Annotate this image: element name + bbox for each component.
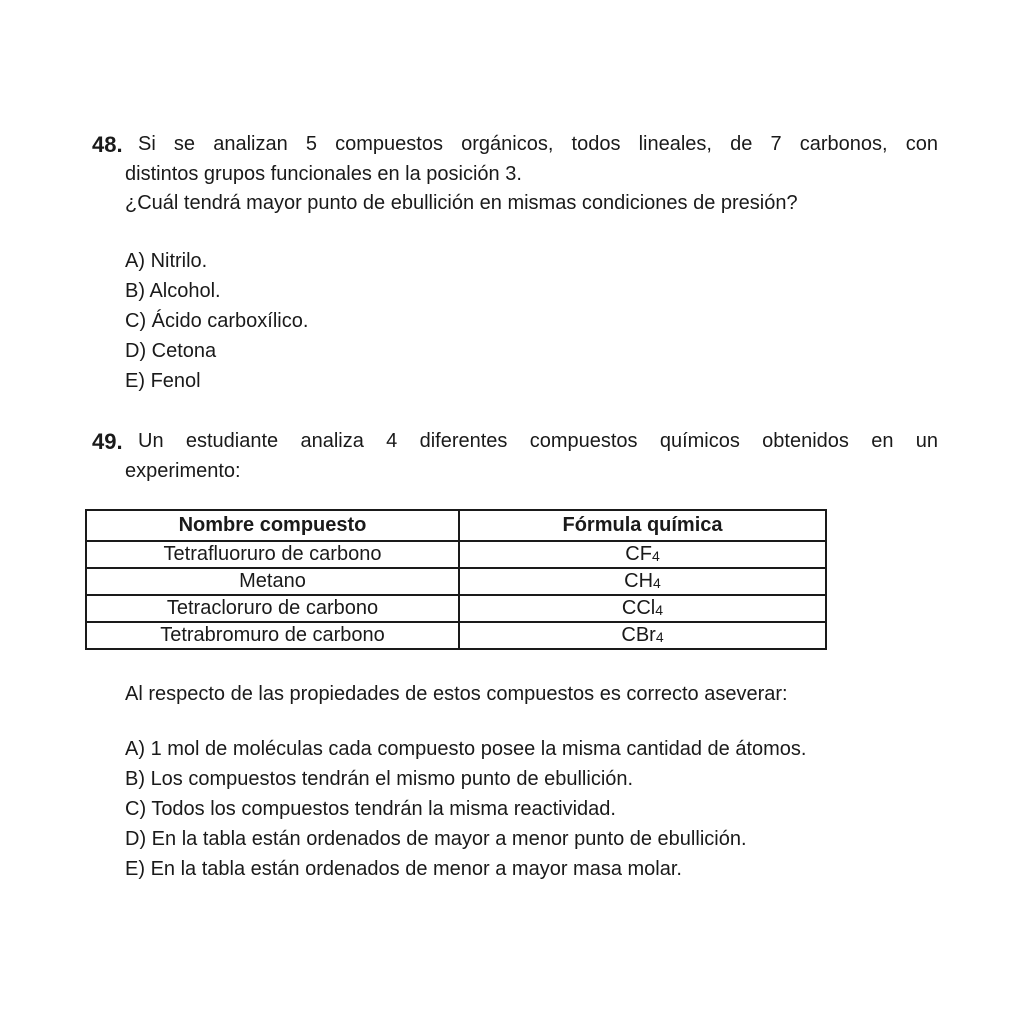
option-row	[125, 824, 806, 854]
question-text-line: Un estudiante analiza 4 diferentes compuestos químicos obtenidos en un	[138, 430, 938, 452]
question-text-line: experimento:	[125, 459, 241, 482]
option-text: 1 mol de moléculas cada compuesto posee la misma cantidad de átomos.	[150, 738, 807, 760]
formula-text: CCl	[621, 597, 656, 619]
formula-cell	[459, 622, 826, 649]
option-text: En la tabla están ordenados de menor a mayor masa molar.	[150, 858, 682, 880]
formula-cell	[459, 595, 826, 622]
option-letter: D)	[125, 339, 147, 362]
option-row	[125, 794, 806, 824]
compound-name-cell: Metano	[86, 568, 459, 595]
question-number: 48.	[92, 132, 123, 157]
option-text: Alcohol.	[149, 279, 221, 302]
option-row	[125, 734, 806, 764]
compounds-table	[85, 509, 827, 650]
option-letter: C)	[125, 798, 147, 820]
option-text: Ácido carboxílico.	[151, 309, 309, 332]
header-cell-name: Nombre compuesto	[86, 510, 459, 541]
option-letter: A)	[125, 250, 145, 272]
question-body	[125, 427, 938, 486]
option-text: En la tabla están ordenados de mayor a menor punto de ebullición.	[151, 828, 747, 850]
option-letter: B)	[125, 279, 145, 302]
option-letter: D)	[125, 828, 147, 850]
option-row	[125, 854, 806, 884]
option-letter: E)	[125, 369, 145, 392]
option-letter: B)	[125, 768, 145, 790]
compound-name-cell: Tetrafluoruro de carbono	[86, 541, 459, 568]
option-text: Cetona	[151, 339, 217, 362]
option-row	[125, 764, 806, 794]
option-row	[125, 367, 308, 397]
formula-subscript: 4	[651, 548, 660, 564]
header-cell-formula: Fórmula química	[459, 510, 826, 541]
option-letter: A)	[125, 738, 145, 760]
option-row	[125, 337, 308, 367]
option-row	[125, 277, 308, 307]
formula-text: CF	[625, 543, 652, 565]
compound-name-cell: Tetrabromuro de carbono	[86, 622, 459, 649]
option-text: Todos los compuestos tendrán la misma reactividad.	[151, 798, 616, 820]
table-row	[86, 541, 826, 568]
table-row	[86, 595, 826, 622]
option-text: Nitrilo.	[150, 250, 208, 272]
question-text-line: ¿Cuál tendrá mayor punto de ebullición en mismas condiciones de presión?	[125, 192, 798, 214]
formula-subscript: 4	[653, 575, 661, 591]
formula-cell	[459, 568, 826, 595]
table-row	[86, 568, 826, 595]
option-text: Fenol	[150, 369, 201, 392]
formula-cell	[459, 541, 826, 568]
question-number: 49.	[92, 429, 123, 454]
table-row	[86, 622, 826, 649]
formula-subscript: 4	[655, 602, 664, 618]
option-letter: E)	[125, 858, 145, 880]
question-text-line: distintos grupos funcionales en la posición 3.	[125, 162, 522, 185]
formula-text: CBr	[621, 624, 656, 646]
question-body	[125, 130, 938, 219]
question-prompt: Al respecto de las propiedades de estos compuestos es correcto aseverar:	[125, 683, 788, 705]
question-text-line: Si se analizan 5 compuestos orgánicos, todos lineales, de 7 carbonos, con	[138, 133, 938, 155]
table-header-row	[86, 510, 826, 541]
formula-subscript: 4	[655, 629, 664, 645]
options-list	[125, 247, 308, 397]
option-row	[125, 307, 308, 337]
compound-name-cell: Tetracloruro de carbono	[86, 595, 459, 622]
options-list	[125, 734, 806, 884]
formula-text: CH	[624, 570, 654, 592]
option-text: Los compuestos tendrán el mismo punto de ebullición.	[150, 768, 634, 790]
option-row	[125, 247, 308, 277]
option-letter: C)	[125, 309, 147, 332]
